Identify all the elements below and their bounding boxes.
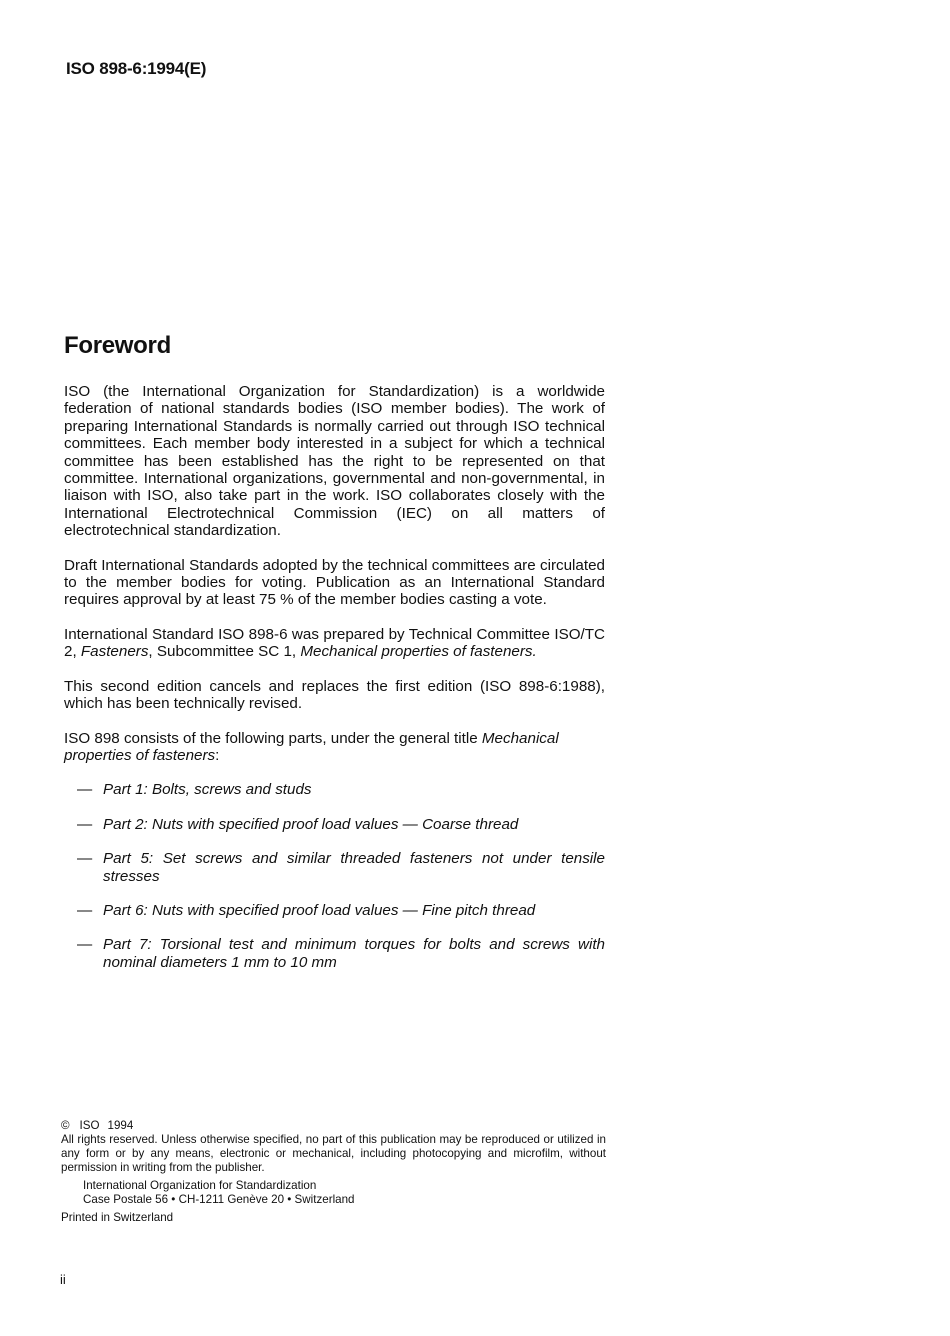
paragraph-iso-intro: ISO (the International Organization for Standardization) is a worldwide federation of national standards bodies (ISO member bodies). The work of preparing International Standards is normally carried out through ISO technical committees. Each member body interested in a subject for which a technical committee has been established has the right to be represented on that committee. International organizations, governmental and non-governmental, in liaison with ISO, also take part in the work. ISO collaborates closely with the International Electrotechnical Commission (IEC) on all matters of electrotechnical standardization.	[64, 383, 605, 540]
paragraph-draft-standards: Draft International Standards adopted by the technical committees are circulated to the member bodies for voting. Publication as an International Standard requires approval by at least 75 % of the member bodies casting a vote.	[64, 556, 605, 609]
publisher-name: International Organization for Standardization	[83, 1179, 317, 1192]
paragraph-edition: This second edition cancels and replaces the first edition (ISO 898-6:1988), which has been technically revised.	[64, 677, 605, 713]
list-item	[64, 816, 605, 833]
copyright-symbol: ©	[61, 1119, 70, 1132]
list-item	[64, 936, 605, 971]
parts-list	[64, 781, 605, 971]
copyright-org: ISO	[79, 1119, 100, 1132]
part-title: Part 6: Nuts with specified proof load values — Fine pitch thread	[103, 901, 536, 919]
list-dash: —	[77, 781, 93, 799]
list-item	[64, 781, 605, 798]
prepared-by-text: International Standard ISO 898-6 was prepared by Technical Committee ISO/TC 2,	[64, 625, 605, 661]
printed-in: Printed in Switzerland	[61, 1211, 174, 1224]
list-item	[64, 902, 605, 919]
publisher-address	[83, 1179, 606, 1207]
subcommittee-text: , Subcommittee SC 1,	[148, 643, 301, 661]
copyright-block	[61, 1119, 606, 1225]
copyright-line	[61, 1119, 606, 1133]
document-identifier: ISO 898-6:1994(E)	[66, 59, 207, 78]
subcommittee-name: Mechanical properties of fasteners.	[300, 643, 537, 661]
paragraph-prepared-by	[64, 626, 605, 661]
list-item	[64, 850, 605, 885]
copyright-year: 1994	[107, 1119, 134, 1132]
committee-name: Fasteners	[80, 643, 149, 661]
paragraph-parts-intro	[64, 730, 605, 765]
postal-address: Case Postale 56 • CH-1211 Genève 20 • Switzerland	[83, 1193, 355, 1206]
foreword-body	[64, 383, 605, 988]
part-title: Part 7: Torsional test and minimum torques for bolts and screws with nominal diameters 1 mm to 10 mm	[103, 936, 605, 971]
rights-statement: All rights reserved. Unless otherwise specified, no part of this publication may be reproduced or utilized in any form or by any means, electronic or mechanical, including photocopying and microfilm, without permission in writing from the publisher.	[61, 1133, 606, 1174]
page-number: ii	[60, 1272, 66, 1287]
part-title: Part 1: Bolts, screws and studs	[103, 781, 312, 799]
list-dash: —	[77, 901, 93, 919]
parts-intro-text: ISO 898 consists of the following parts, under the general title	[64, 729, 482, 747]
parts-intro-colon: :	[215, 746, 220, 764]
list-dash: —	[77, 815, 93, 833]
page-title: Foreword	[64, 332, 171, 359]
part-title: Part 2: Nuts with specified proof load values — Coarse thread	[103, 815, 519, 833]
list-dash: —	[77, 936, 93, 954]
part-title: Part 5: Set screws and similar threaded fasteners not under tensile stresses	[103, 850, 605, 885]
list-dash: —	[77, 850, 93, 868]
general-title: Mechanical properties of fasteners	[64, 729, 559, 764]
